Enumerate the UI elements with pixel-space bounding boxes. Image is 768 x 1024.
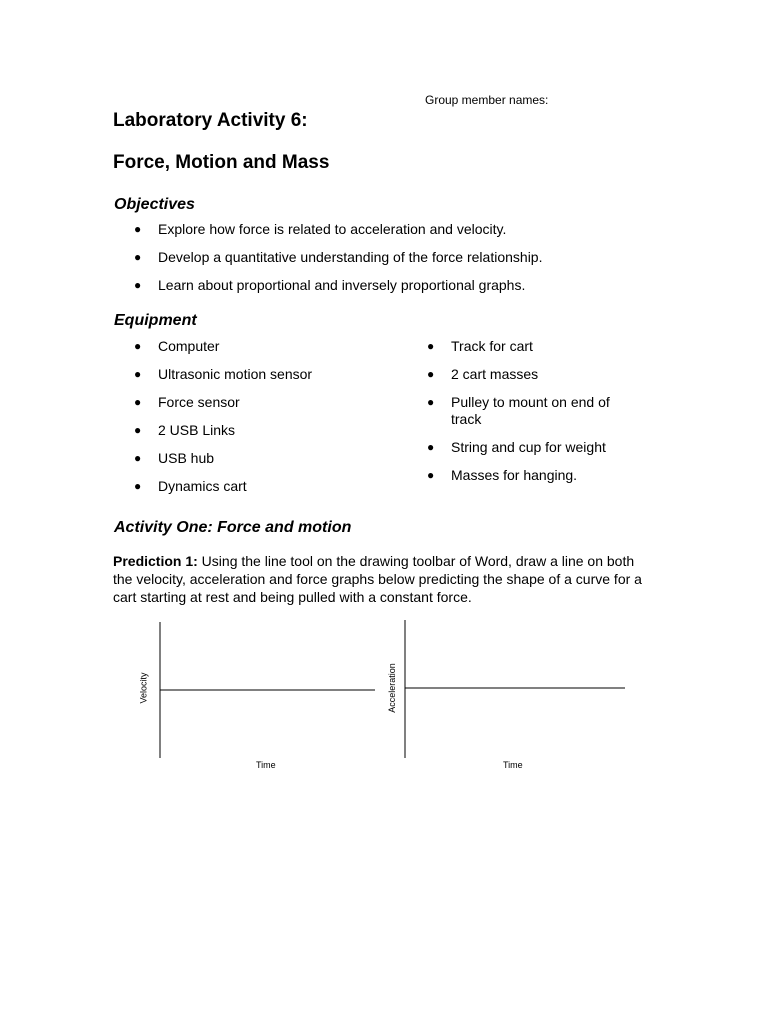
bullet-icon: ● — [134, 278, 142, 292]
group-member-names-label: Group member names: — [425, 93, 549, 107]
page-title: Laboratory Activity 6: — [113, 110, 308, 131]
list-item: ● USB hub — [134, 450, 215, 466]
prediction-text: Using the line tool on the drawing toolbar of Word, draw a line on both the velocity, acceleration and force graphs below predicting the shape of a curve for a cart starting at rest and being pulled with a constant force. — [113, 553, 642, 605]
velocity-y-label: Velocity — [138, 672, 149, 704]
list-item: ● 2 USB Links — [134, 422, 236, 438]
equipment-list-left — [134, 338, 394, 506]
bullet-icon: ● — [134, 250, 142, 264]
acceleration-graph-axes — [395, 618, 630, 763]
acceleration-x-label: Time — [503, 760, 523, 770]
bullet-icon: ● — [134, 367, 142, 381]
bullet-icon: ● — [134, 339, 142, 353]
acceleration-y-label: Acceleration — [386, 663, 397, 713]
list-item: ● Learn about proportional and inversely proportional graphs. — [134, 277, 526, 293]
equipment-heading: Equipment — [114, 312, 197, 329]
objectives-heading: Objectives — [114, 196, 195, 213]
bullet-icon: ● — [134, 395, 142, 409]
page-subtitle: Force, Motion and Mass — [113, 152, 330, 173]
bullet-icon: ● — [427, 395, 435, 409]
list-item: ● Develop a quantitative understanding of the force relationship. — [134, 249, 543, 265]
list-item: ● Computer — [134, 338, 220, 354]
list-item: ● Dynamics cart — [134, 478, 247, 494]
prediction-paragraph — [113, 552, 653, 606]
prediction-label: Prediction 1: — [113, 553, 198, 569]
equipment-list-right — [427, 338, 637, 495]
bullet-icon: ● — [427, 468, 435, 482]
bullet-icon: ● — [427, 339, 435, 353]
list-item: ● String and cup for weight — [427, 439, 606, 455]
velocity-graph-axes — [150, 618, 380, 763]
velocity-x-label: Time — [256, 760, 276, 770]
bullet-icon: ● — [134, 451, 142, 465]
bullet-icon: ● — [427, 367, 435, 381]
bullet-icon: ● — [134, 423, 142, 437]
list-item: ● Pulley to mount on end of track — [427, 394, 610, 427]
bullet-icon: ● — [134, 222, 142, 236]
bullet-icon: ● — [134, 479, 142, 493]
objectives-list — [134, 221, 654, 305]
list-item: ● 2 cart masses — [427, 366, 539, 382]
list-item: ● Force sensor — [134, 394, 240, 410]
activity-one-heading: Activity One: Force and motion — [114, 519, 352, 536]
bullet-icon: ● — [427, 440, 435, 454]
list-item: ● Explore how force is related to acceleration and velocity. — [134, 221, 507, 237]
list-item: ● Masses for hanging. — [427, 467, 578, 483]
list-item: ● Ultrasonic motion sensor — [134, 366, 313, 382]
list-item: ● Track for cart — [427, 338, 533, 354]
